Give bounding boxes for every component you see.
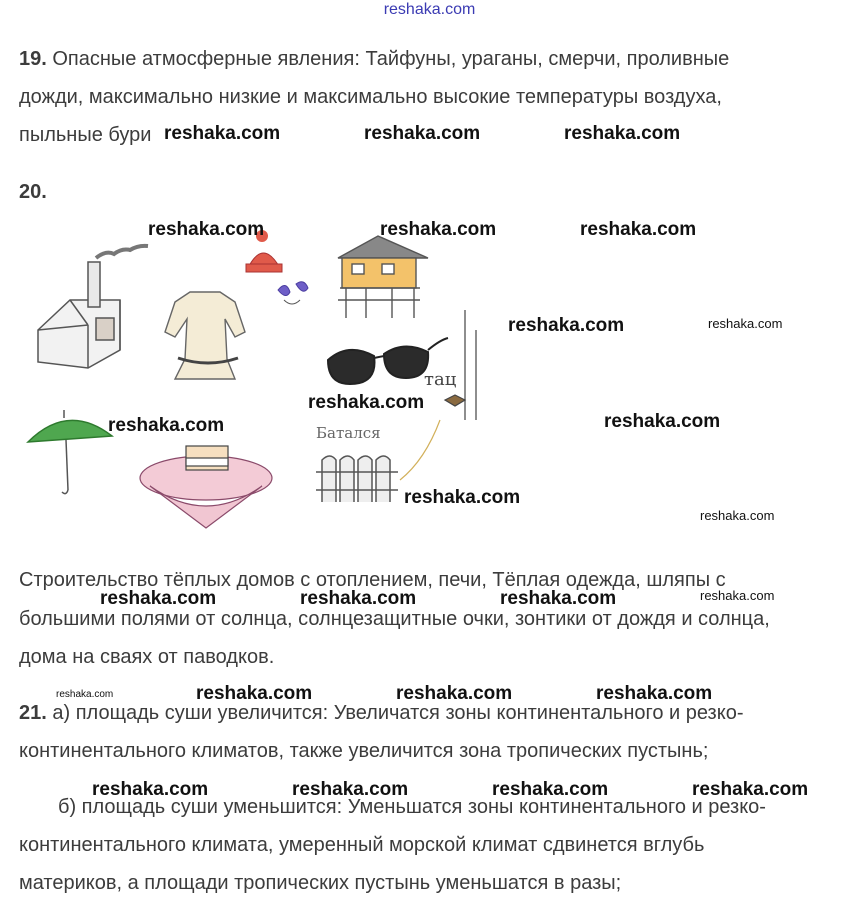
stilt-house-drawing <box>338 236 428 318</box>
mittens-drawing <box>278 282 308 304</box>
task20-line3: дома на сваях от паводков. <box>19 646 275 668</box>
watermark: reshaka.com <box>56 689 114 700</box>
watermark: reshaka.com <box>300 588 417 609</box>
coat-drawing <box>165 292 245 379</box>
task19-line3: пыльные бури <box>19 124 152 146</box>
watermark: reshaka.com <box>364 123 481 144</box>
task19-number: 19. <box>19 48 47 70</box>
watermark: reshaka.com <box>100 588 217 609</box>
watermark: reshaka.com <box>604 411 721 432</box>
task19-line2: дожди, максимально низкие и максимально высокие температуры воздуха, <box>19 86 722 108</box>
watermark: reshaka.com <box>148 219 265 240</box>
task21-line-b3: материков, а площади тропических пустынь уменьшатся в разы; <box>19 872 622 894</box>
umbrella-drawing <box>28 410 112 494</box>
watermark: reshaka.com <box>708 316 783 331</box>
task21-line-b2: континентального климата, умеренный морской климат сдвинется вглубь <box>19 834 705 856</box>
watermark: reshaka.com <box>292 779 409 800</box>
watermark: reshaka.com <box>108 415 225 436</box>
watermark: reshaka.com <box>396 683 513 704</box>
task20-number: 20. <box>19 181 47 203</box>
watermark: reshaka.com <box>564 123 681 144</box>
sign-handwriting: тац <box>424 369 457 390</box>
watermark: reshaka.com <box>380 219 497 240</box>
task19-text-1: Опасные атмосферные явления: Тайфуны, ураганы, смерчи, проливные <box>52 48 730 70</box>
task20-line1: Строительство тёплых домов с отоплением, печи, Тёплая одежда, шляпы с <box>19 569 726 591</box>
watermark: reshaka.com <box>700 508 775 523</box>
watermark: reshaka.com <box>404 487 521 508</box>
watermark: reshaka.com <box>164 123 281 144</box>
watermark: reshaka.com <box>700 588 775 603</box>
watermark: reshaka.com <box>92 779 209 800</box>
watermark: reshaka.com <box>500 588 617 609</box>
task21-line-a2: континентального климатов, также увеличится зона тропических пустынь; <box>19 740 709 762</box>
task20-line2: большими полями от солнца, солнцезащитные очки, зонтики от дождя и солнца, <box>19 608 770 630</box>
stove-drawing <box>38 246 148 368</box>
watermark: reshaka.com <box>196 683 313 704</box>
fence-handwriting: Батался <box>316 424 381 442</box>
fence-drawing <box>316 424 398 502</box>
watermark: reshaka.com <box>596 683 713 704</box>
site-link[interactable]: reshaka.com <box>383 1 476 18</box>
watermark: reshaka.com <box>580 219 697 240</box>
task21-number: 21. <box>19 702 47 724</box>
task21-a-text-1: а) площадь суши увеличится: Увеличатся зоны континентального и резко- <box>52 702 744 724</box>
task21-line-b1: б) площадь суши уменьшится: Уменьшатся зоны континентального и резко- <box>58 796 766 818</box>
watermark: reshaka.com <box>692 779 809 800</box>
watermark: reshaka.com <box>492 779 609 800</box>
watermark: reshaka.com <box>308 392 425 413</box>
watermark: reshaka.com <box>508 315 625 336</box>
sun-hat-drawing <box>140 446 272 528</box>
